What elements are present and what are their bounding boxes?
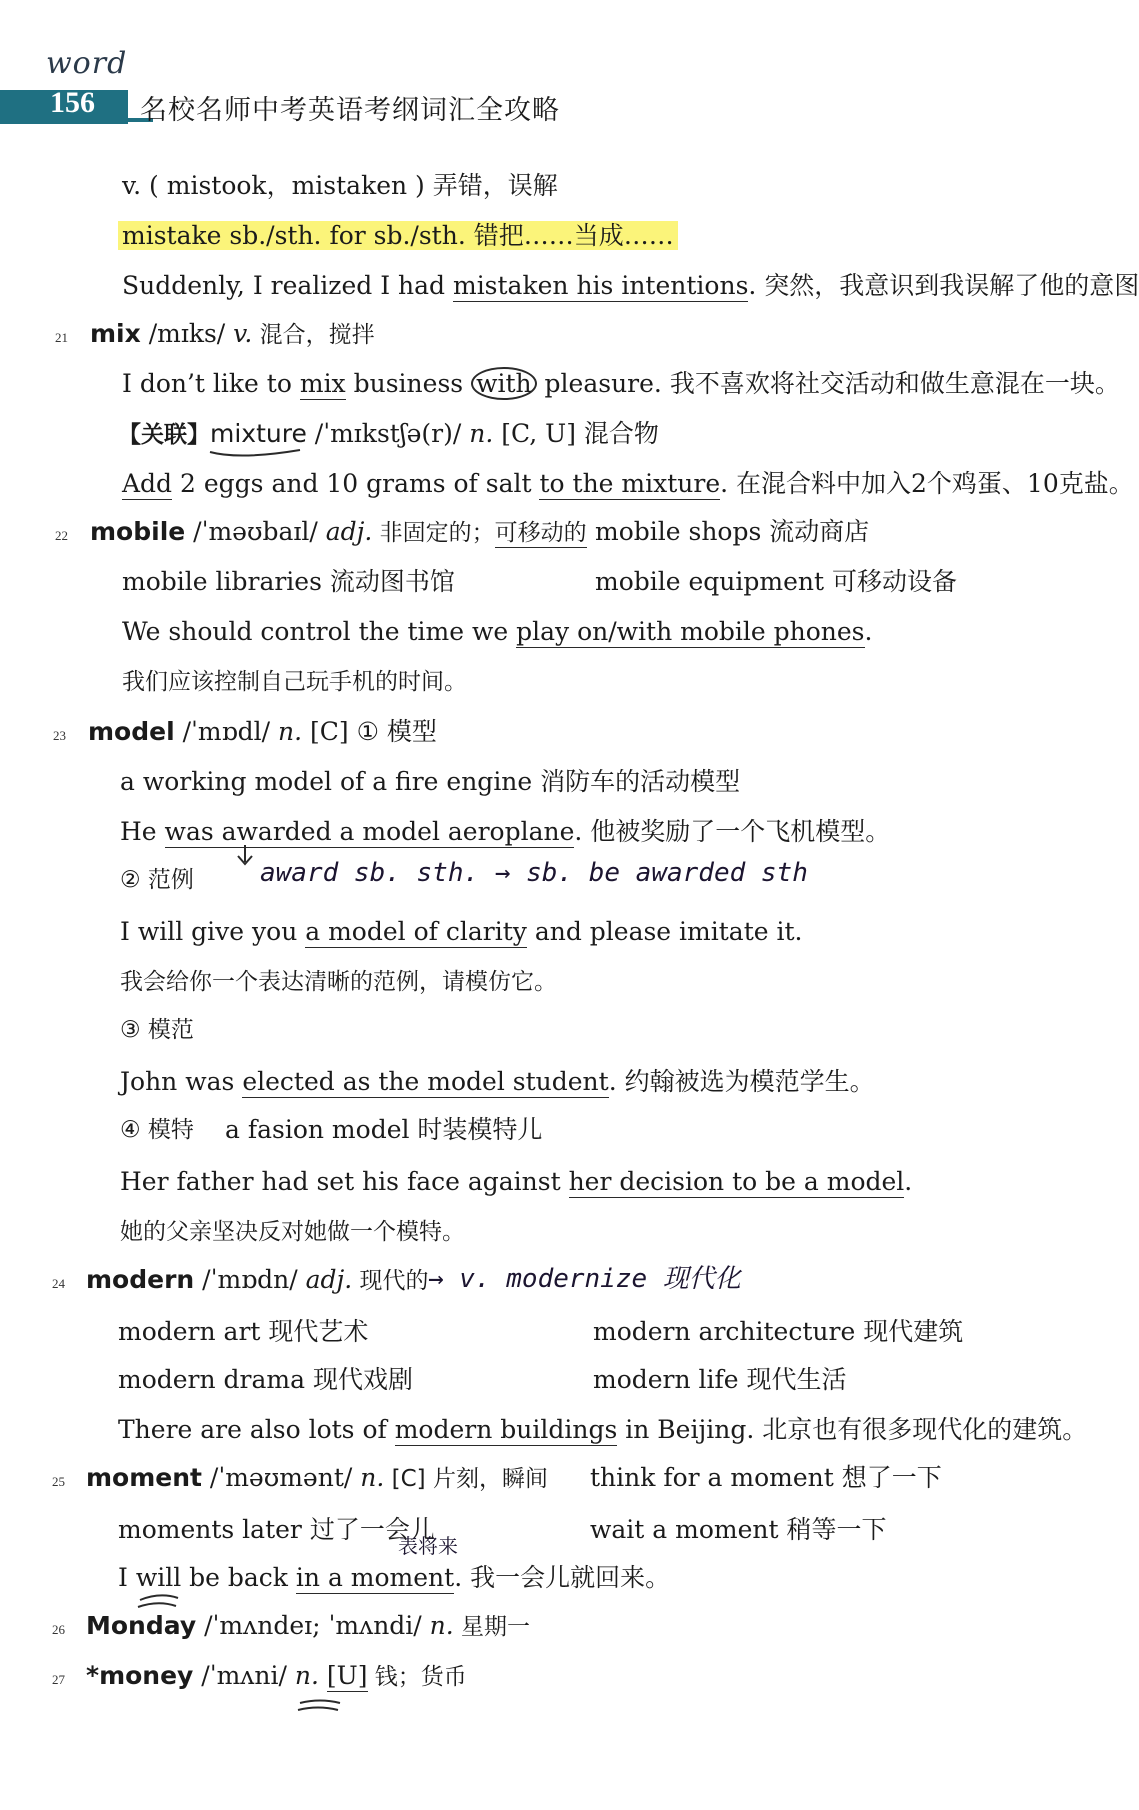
meaning: 现代的	[352, 1268, 429, 1294]
pronunciation: /ˈməʊbaɪl/	[185, 517, 326, 546]
part-of-speech: n.	[360, 1463, 385, 1492]
handwritten-note: → v. modernize 现代化	[428, 1264, 741, 1294]
headword: model	[88, 717, 175, 746]
headword: moment	[86, 1463, 202, 1492]
meaning: 星期一	[453, 1614, 531, 1640]
example-text: business	[345, 369, 472, 398]
underlined-text: modern buildings	[394, 1415, 618, 1444]
example-text: . 我一会儿就回来。	[454, 1563, 671, 1592]
mix-example	[122, 368, 1120, 400]
mix-related	[118, 418, 659, 451]
page-header	[0, 0, 1080, 140]
example-text: We should control the time we	[122, 617, 517, 646]
mobile-example-zh: 我们应该控制自己玩手机的时间。	[122, 669, 467, 695]
example-text: . 突然，我意识到我误解了他的意图	[748, 271, 1139, 300]
pronunciation: /ˈmʌni/	[193, 1661, 295, 1690]
example-text: John was	[120, 1067, 243, 1096]
underlined-meaning: 可移动的	[494, 520, 587, 546]
model-example-4-zh: 她的父亲坚决反对她做一个模特。	[120, 1219, 465, 1245]
underlined-text: in a moment	[295, 1563, 455, 1592]
will-underline-mark	[138, 1595, 178, 1607]
example-text: 2 eggs and 10 grams of salt	[172, 469, 540, 498]
underlined-text: Add	[122, 469, 173, 498]
moment-example	[118, 1562, 670, 1594]
mobile-collocation: mobile libraries 流动图书馆	[122, 567, 455, 596]
underlined-text: to the mixture	[539, 469, 721, 498]
mobile-example	[122, 616, 872, 648]
example-text: .	[904, 1167, 913, 1196]
meaning: 非固定的；	[372, 520, 495, 546]
mistake-example	[122, 270, 1139, 302]
entry-model-head	[88, 716, 437, 748]
part-of-speech: n.	[469, 419, 494, 448]
example-text: . 约翰被选为模范学生。	[608, 1067, 875, 1096]
example-text: in Beijing. 北京也有很多现代化的建筑。	[617, 1415, 1088, 1444]
headword: Monday	[86, 1611, 197, 1640]
pronunciation: /ˈmɒdl/	[174, 717, 278, 746]
example-text: . 在混合料中加入2个鸡蛋、10克盐。	[720, 469, 1134, 498]
example-text: There are also lots of	[118, 1415, 395, 1444]
modern-collocation: modern life 现代生活	[593, 1365, 847, 1394]
meaning: 混合，搅拌	[252, 322, 375, 348]
model-example-4	[120, 1166, 912, 1198]
meaning	[319, 1661, 327, 1690]
example-text: . 他被奖励了一个飞机模型。	[574, 817, 891, 846]
model-example-1	[120, 816, 890, 848]
moment-collocation: wait a moment 稍等一下	[590, 1515, 887, 1544]
part-of-speech: adj.	[305, 1265, 353, 1294]
entry-number: 27	[52, 1672, 65, 1687]
headword: mobile	[90, 517, 186, 546]
entry-money-head	[86, 1660, 467, 1693]
moment-collocation: think for a moment 想了一下	[590, 1463, 942, 1492]
moment-collocation: moments later 过了一会儿	[118, 1515, 435, 1544]
example-text: I will give you	[120, 917, 306, 946]
underlined-text: mix	[299, 369, 346, 398]
entry-number: 23	[53, 728, 66, 743]
book-title: 名校名师中考英语考纲词汇全攻略	[140, 95, 560, 126]
entry-number: 26	[52, 1622, 65, 1637]
handwritten-note: 表将来	[398, 1534, 458, 1558]
pronunciation: /ˈmɒdn/	[194, 1265, 306, 1294]
underlined-text: a model of clarity	[305, 917, 527, 946]
entry-modern-head	[86, 1264, 429, 1297]
related-word: mixture	[210, 419, 307, 448]
underlined-text: was awarded	[164, 817, 332, 846]
example-text: I will be back	[118, 1563, 296, 1592]
example-text: He	[120, 817, 165, 846]
entry-moment-head	[86, 1462, 548, 1495]
word-script-logo: word	[46, 46, 128, 81]
pronunciation: /mɪks/	[140, 319, 234, 348]
example-text: and please imitate it.	[526, 917, 803, 946]
pronunciation: /ˈmʌndeɪ; ˈmʌndi/	[196, 1611, 430, 1640]
entry-number: 22	[55, 528, 68, 543]
mistake-forms: v. ( mistook，mistaken ) 弄错，误解	[122, 171, 558, 200]
modern-collocation: modern drama 现代戏剧	[118, 1365, 413, 1394]
mobile-collocation: mobile shops 流动商店	[595, 517, 870, 546]
sense: [C] ① 模型	[302, 717, 437, 746]
entry-number: 25	[52, 1474, 65, 1489]
circled-word: with	[471, 367, 537, 400]
model-example-2	[120, 916, 802, 948]
underlined-text: [U]	[326, 1661, 368, 1690]
example-text: Her father had set his face against	[120, 1167, 569, 1196]
headword: *money	[86, 1661, 194, 1690]
entry-mobile-head	[90, 516, 587, 549]
part-of-speech: n.	[277, 717, 303, 746]
part-of-speech: n.	[429, 1611, 454, 1640]
meaning: [C] 片刻，瞬间	[384, 1466, 548, 1492]
modern-example	[118, 1414, 1087, 1446]
modern-collocation: modern architecture 现代建筑	[593, 1317, 964, 1346]
highlighted-phrase: mistake sb./sth. for sb./sth. 错把……当成……	[118, 221, 678, 250]
model-sense-2: ② 范例	[120, 867, 194, 893]
example-text: pleasure. 我不喜欢将社交活动和做生意混在一块。	[536, 369, 1120, 398]
entry-mix-head	[90, 318, 375, 351]
pronunciation: /ˈmɪkstʃə(r)/	[306, 419, 470, 448]
underlined-text: a model aeroplane	[331, 817, 575, 846]
underlined-text: play on/with mobile phones	[516, 617, 865, 646]
example-text: I don’t like to	[122, 369, 300, 398]
underlined-text: her decision to be a model	[568, 1167, 905, 1196]
model-sense-3: ③ 模范	[120, 1017, 194, 1043]
modern-collocation: modern art 现代艺术	[118, 1317, 369, 1346]
part-of-speech: n.	[294, 1661, 319, 1690]
model-sense-4: ④ 模特	[120, 1117, 194, 1143]
meaning: 钱；货币	[367, 1664, 467, 1690]
model-example-3	[120, 1066, 875, 1098]
entry-number: 21	[55, 330, 68, 345]
meaning: [C, U] 混合物	[493, 419, 659, 448]
related-tag: 【关联】	[118, 422, 210, 448]
mobile-collocation: mobile equipment 可移动设备	[595, 567, 957, 596]
headword: modern	[86, 1265, 195, 1294]
headword: mix	[90, 319, 141, 348]
page-number: 156	[50, 86, 95, 119]
model-collocation-4: a fasion model 时装模特儿	[225, 1115, 543, 1144]
part-of-speech: v.	[233, 319, 253, 348]
uncountable-underline-mark	[298, 1701, 340, 1711]
handwritten-note: award sb. sth. → sb. be awarded sth	[260, 858, 808, 888]
underlined-text: elected as the model student	[242, 1067, 609, 1096]
entry-monday-head	[86, 1610, 530, 1643]
mix-example-2	[122, 468, 1134, 500]
underlined-text: mistaken his intentions	[452, 271, 749, 300]
pronunciation: /ˈməʊmənt/	[201, 1463, 361, 1492]
model-example-2-zh: 我会给你一个表达清晰的范例，请模仿它。	[120, 969, 557, 995]
example-text: Suddenly, I realized I had	[122, 271, 453, 300]
part-of-speech: adj.	[325, 517, 373, 546]
model-collocation: a working model of a fire engine 消防车的活动模型	[120, 767, 741, 796]
example-text: .	[864, 617, 873, 646]
entry-number: 24	[52, 1276, 65, 1291]
mistake-phrase	[118, 220, 678, 252]
